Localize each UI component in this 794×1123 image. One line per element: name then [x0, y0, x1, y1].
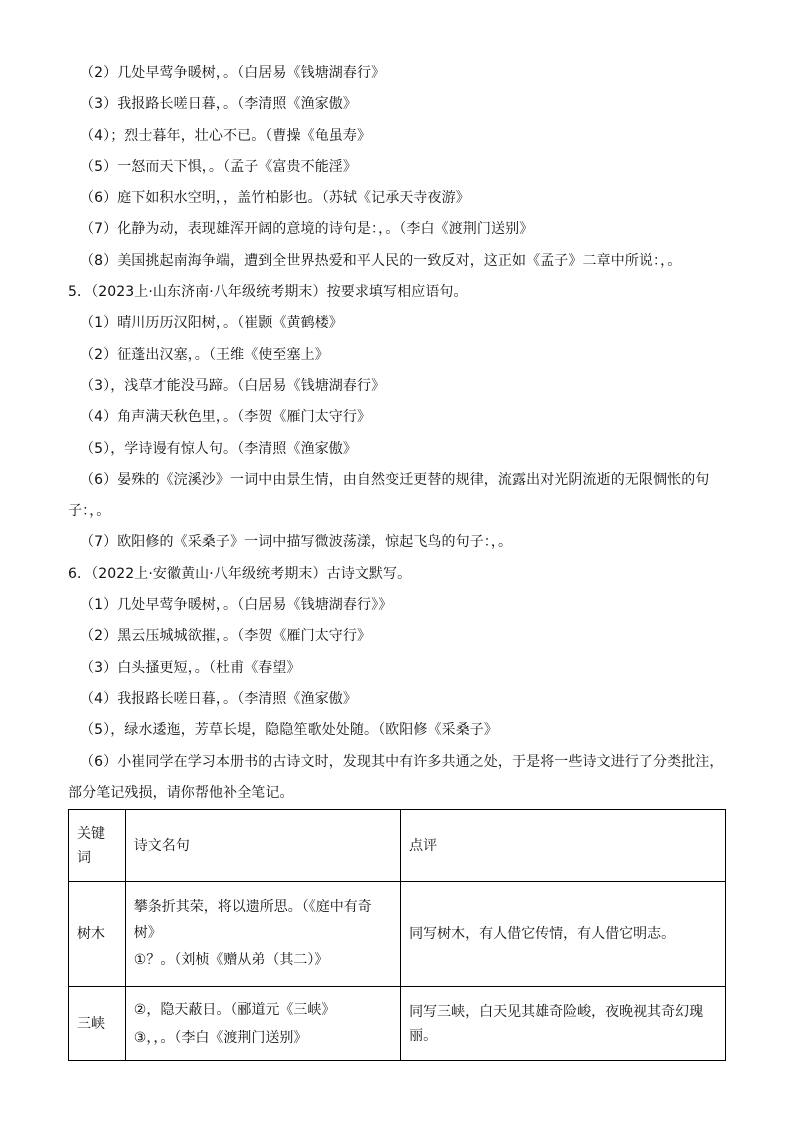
document-body [68, 58, 728, 809]
text-line: （5）一怒而天下惧，。（孟子《富贵不能淫》 [80, 158, 358, 175]
header-keyword: 关键词 [69, 810, 126, 882]
text-line: （2）征蓬出汉塞，。（王维《使至塞上》 [80, 346, 329, 363]
text-line: （5），绿水逶迤，芳草长堤，隐隐笙歌处处随。（欧阳修《采桑子》 [80, 722, 499, 739]
header-comment: 点评 [401, 810, 726, 882]
row-verse [125, 882, 400, 987]
row-keyword: 三峡 [69, 987, 126, 1061]
text-line: （6）晏殊的《浣溪沙》一词中由景生情，由自然变迁更替的规律，流露出对光阴流逝的无限惆怅的句 [80, 471, 710, 488]
text-line: （3）我报路长嗟日暮，。（李清照《渔家傲》 [80, 96, 358, 113]
verse-line: ③，，。（李白《渡荆门送别》 [133, 1029, 308, 1046]
text-line: （6）庭下如积水空明，，盖竹柏影也。（苏轼《记承天寺夜游》 [80, 190, 470, 207]
verse-line: 攀条折其荣，将以遗所思。（《庭中有奇树》 [133, 899, 372, 941]
text-line: 5．（2023上·山东济南·八年级统考期末）按要求填写相应语句。 [68, 284, 468, 301]
header-verse: 诗文名句 [125, 810, 400, 882]
verse-line: ②，隐天蔽日。（郦道元《三峡》 [133, 1001, 336, 1018]
text-line: （3），浅草才能没马蹄。（白居易《钱塘湖春行》 [80, 377, 386, 394]
text-line: （4）；烈士暮年，壮心不已。（曹操《龟虽寿》 [80, 127, 372, 144]
text-line: （4）角声满天秋色里，。（李贺《雁门太守行》 [80, 409, 372, 426]
verse-line: ①？。（刘桢《赠从弟（其二）》 [133, 952, 329, 968]
text-line: （1）晴川历历汉阳树，。（崔颢《黄鹤楼》 [80, 315, 343, 332]
table-row [69, 882, 726, 987]
table-header-row [69, 810, 726, 882]
text-line: 子：，。 [68, 503, 111, 520]
text-line: （6）小崔同学在学习本册书的古诗文时，发现其中有许多共通之处，于是将一些诗文进行了分类批注， [80, 753, 724, 770]
text-line: （4）我报路长嗟日暮，。（李清照《渔家傲》 [80, 690, 358, 707]
row-comment: 同写三峡，白天见其雄奇险峻，夜晚视其奇幻瑰丽。 [401, 987, 726, 1061]
row-comment: 同写树木，有人借它传情，有人借它明志。 [401, 882, 726, 987]
text-line: 6．（2022上·安徽黄山·八年级统考期末）古诗文默写。 [68, 565, 412, 582]
text-line: （2）几处早莺争暖树，。（白居易《钱塘湖春行》 [80, 65, 386, 81]
notes-table [68, 809, 726, 1061]
row-verse [125, 987, 400, 1061]
text-line: （7）化静为动，表现雄浑开阔的意境的诗句是：，。（李白《渡荆门送别》 [80, 221, 534, 238]
table-row [69, 987, 726, 1061]
text-line: （3）白头搔更短，。（杜甫《春望》 [80, 659, 301, 676]
text-line: （8）美国挑起南海争端，遭到全世界热爱和平人民的一致反对，这正如《孟子》二章中所说：，。 [80, 252, 682, 269]
text-line: （1）几处早莺争暖树，。（白居易《钱塘湖春行》》 [80, 597, 393, 614]
text-line: 部分笔记残损，请你帮他补全笔记。 [68, 784, 294, 801]
text-line: （5），学诗谩有惊人句。（李清照《渔家傲》 [80, 440, 358, 457]
row-keyword: 树木 [69, 882, 126, 987]
text-line: （7）欧阳修的《采桑子》一词中描写微波荡漾，惊起飞鸟的句子：，。 [80, 534, 513, 551]
text-line: （2）黑云压城城欲摧，。（李贺《雁门太守行》 [80, 628, 372, 645]
